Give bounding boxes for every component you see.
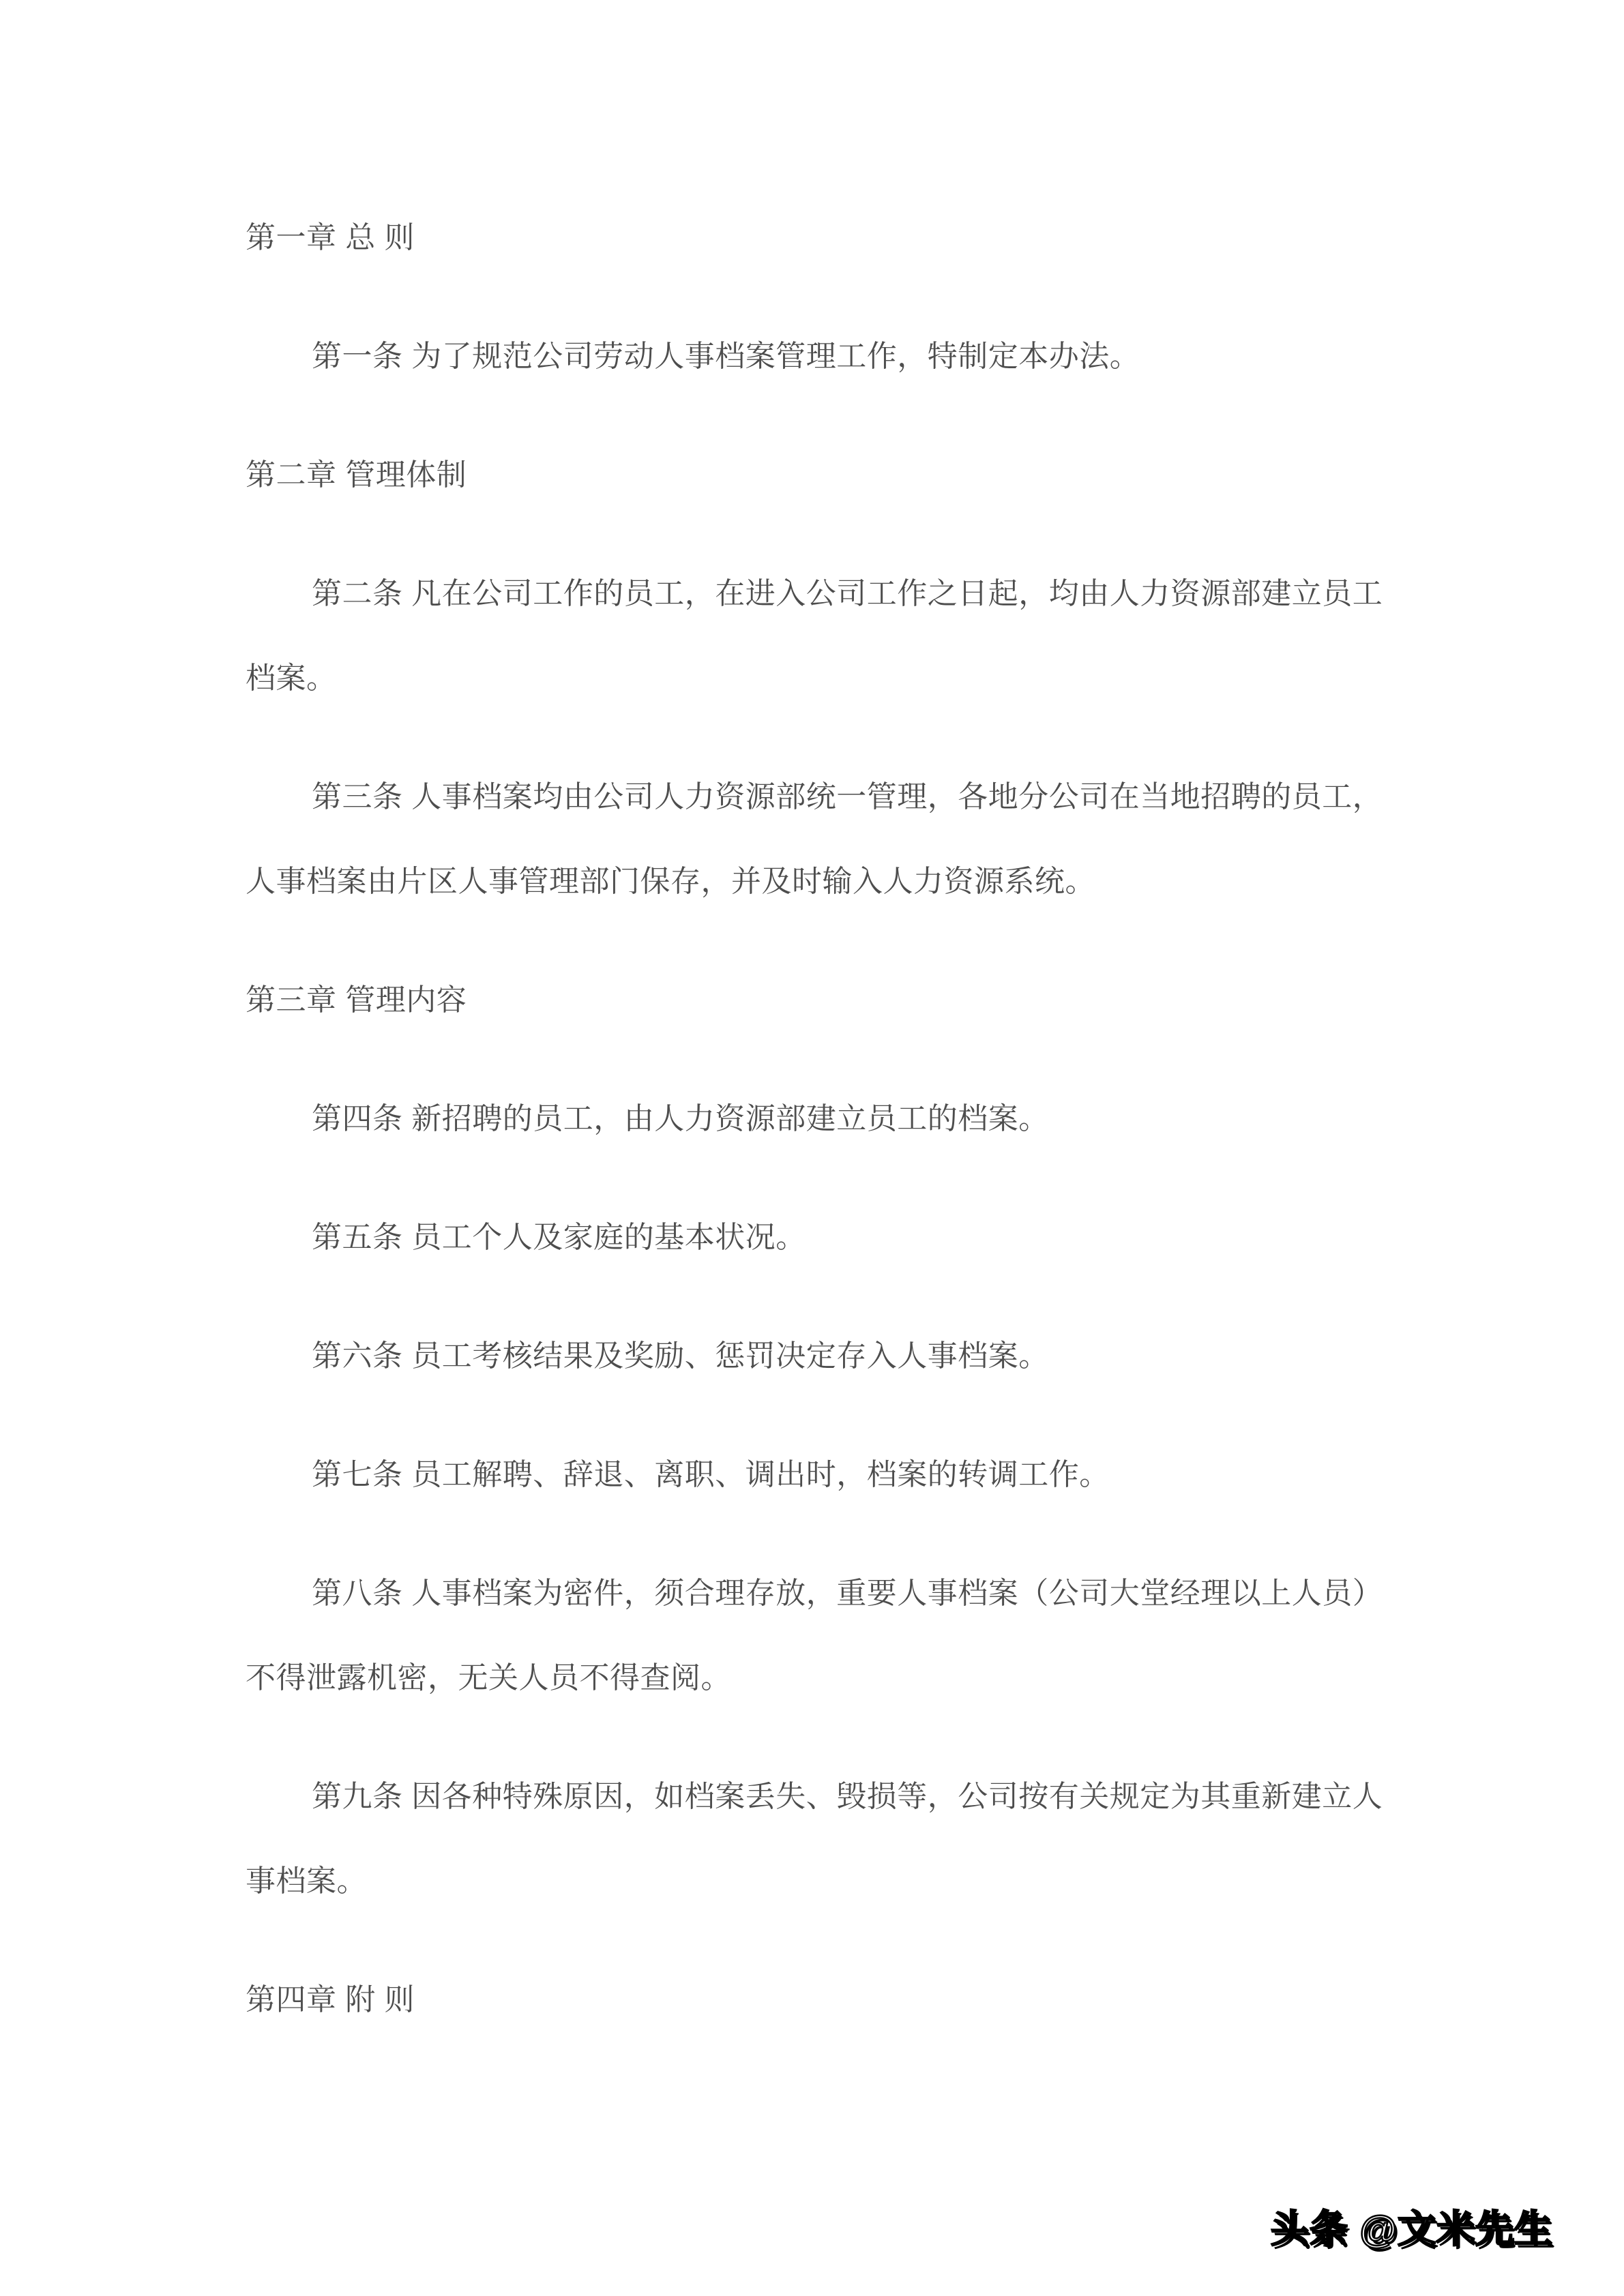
- chapter-4-block: [246, 1958, 1583, 2042]
- chapter-heading: 第一章 总 则: [246, 221, 415, 254]
- paragraph-line: 第九条 因各种特殊原因，如档案丢失、毁损等，公司按有关规定为其重新建立人: [312, 1780, 1383, 1813]
- chapter-heading: 第二章 管理体制: [246, 458, 467, 492]
- paragraph-line: 人事档案由片区人事管理部门保存，并及时输入人力资源系统。: [246, 865, 1095, 898]
- paragraph-line: 事档案。: [246, 1864, 367, 1898]
- paragraph-line: 档案。: [246, 661, 337, 695]
- article-4-block: [246, 1077, 1583, 1161]
- article-5-block: [246, 1195, 1583, 1280]
- paragraph-line: 第三条 人事档案均由公司人力资源部统一管理，各地分公司在当地招聘的员工，: [312, 780, 1383, 814]
- chapter-3-block: [246, 958, 1583, 1043]
- paragraph-line: 第一条 为了规范公司劳动人事档案管理工作，特制定本办法。: [312, 340, 1140, 373]
- article-6-block: [246, 1314, 1583, 1399]
- article-9-block: [246, 1755, 1583, 1924]
- article-1-block: [246, 314, 1583, 399]
- paragraph-line: 第二条 凡在公司工作的员工，在进入公司工作之日起，均由人力资源部建立员工: [312, 577, 1383, 610]
- article-7-block: [246, 1433, 1583, 1517]
- article-3-block: [246, 755, 1583, 924]
- chapter-heading: 第四章 附 则: [246, 1983, 415, 2016]
- chapter-2-block: [246, 433, 1583, 518]
- article-2-block: [246, 552, 1583, 721]
- toutiao-watermark: 头条 @文米先生: [1270, 2207, 1553, 2250]
- chapter-1-block: [246, 196, 1583, 280]
- chapter-heading: 第三章 管理内容: [246, 983, 467, 1017]
- paragraph-line: 第八条 人事档案为密件，须合理存放，重要人事档案（公司大堂经理以上人员）: [312, 1577, 1383, 1610]
- paragraph-line: 第六条 员工考核结果及奖励、惩罚决定存入人事档案。: [312, 1339, 1049, 1373]
- article-8-block: [246, 1551, 1583, 1720]
- paragraph-line: 第五条 员工个人及家庭的基本状况。: [312, 1221, 806, 1254]
- paragraph-line: 第四条 新招聘的员工，由人力资源部建立员工的档案。: [312, 1102, 1049, 1135]
- paragraph-line: 第七条 员工解聘、辞退、离职、调出时，档案的转调工作。: [312, 1458, 1110, 1491]
- paragraph-line: 不得泄露机密，无关人员不得查阅。: [246, 1661, 731, 1695]
